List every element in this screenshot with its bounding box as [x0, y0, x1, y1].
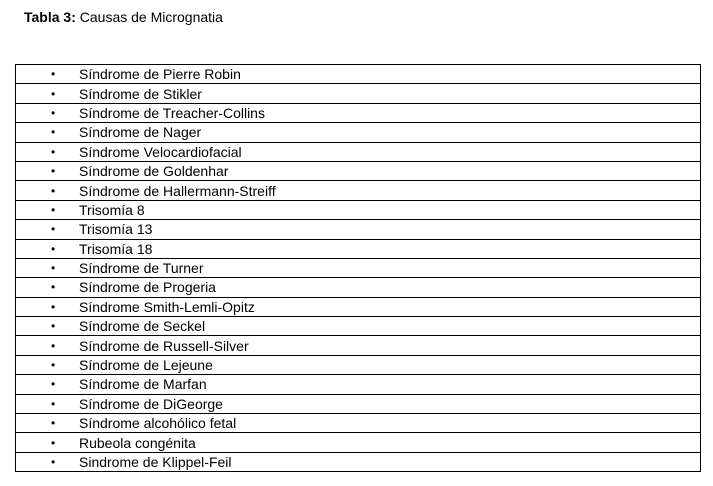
list-item-text: Síndrome de Seckel — [79, 318, 206, 335]
bullet-icon: • — [51, 358, 56, 373]
list-item — [16, 240, 700, 258]
table-cell — [16, 65, 701, 84]
list-item — [16, 395, 700, 413]
table-cell — [16, 103, 701, 122]
list-item-text: Síndrome de Treacher-Collins — [79, 104, 265, 121]
list-item-text: Trisomía 18 — [79, 240, 153, 257]
table-cell — [16, 414, 701, 433]
table-caption-text: Causas de Micrognatia — [75, 9, 223, 25]
bullet-icon: • — [51, 338, 56, 353]
list-item-text: Síndrome de DiGeorge — [79, 395, 223, 412]
list-item — [16, 162, 700, 180]
table-cell — [16, 142, 701, 161]
table-row — [16, 278, 701, 297]
bullet-icon: • — [51, 202, 56, 217]
list-item — [16, 317, 700, 335]
table-cell — [16, 452, 701, 471]
table-cell — [16, 317, 701, 336]
list-item — [16, 434, 700, 452]
table-cell — [16, 84, 701, 103]
bullet-icon: • — [51, 455, 56, 469]
table-cell — [16, 355, 701, 374]
list-item-text: Síndrome de Pierre Robin — [79, 66, 241, 83]
bullet-icon: • — [51, 377, 56, 392]
bullet-icon: • — [51, 86, 56, 101]
table-cell — [16, 375, 701, 394]
list-item-text: Síndrome de Goldenhar — [79, 163, 229, 180]
table-cell — [16, 220, 701, 239]
table-cell — [16, 200, 701, 219]
bullet-icon: • — [51, 299, 56, 314]
table-row — [16, 452, 701, 471]
bullet-icon: • — [51, 144, 56, 159]
causes-table — [15, 64, 701, 472]
table-row — [16, 258, 701, 277]
table-row — [16, 297, 701, 316]
table-cell — [16, 258, 701, 277]
list-item-text: Síndrome Smith-Lemli-Opitz — [79, 298, 255, 315]
list-item-text: Síndrome de Progeria — [79, 279, 216, 296]
list-item — [16, 298, 700, 316]
bullet-icon: • — [51, 105, 56, 120]
table-caption-label: Tabla 3: — [24, 9, 76, 25]
list-item-text: Rubeola congénita — [79, 434, 196, 451]
table-row — [16, 239, 701, 258]
bullet-icon: • — [51, 319, 56, 334]
list-item — [16, 414, 700, 432]
list-item-text: Trisomía 13 — [79, 221, 153, 238]
table-cell — [16, 297, 701, 316]
bullet-icon: • — [51, 396, 56, 411]
list-item — [16, 278, 700, 296]
bullet-icon: • — [51, 241, 56, 256]
table-row — [16, 123, 701, 142]
list-item — [16, 85, 700, 103]
table-row — [16, 84, 701, 103]
list-item — [16, 104, 700, 122]
bullet-icon: • — [51, 222, 56, 237]
table-row — [16, 336, 701, 355]
bullet-icon: • — [51, 125, 56, 140]
bullet-icon: • — [51, 435, 56, 450]
table-row — [16, 317, 701, 336]
list-item-text: Síndrome alcohólico fetal — [79, 415, 237, 432]
bullet-icon: • — [51, 416, 56, 431]
table-row — [16, 414, 701, 433]
table-cell — [16, 394, 701, 413]
list-item-text: Trisomía 8 — [79, 201, 145, 218]
table-row — [16, 142, 701, 161]
table-row — [16, 375, 701, 394]
bullet-icon: • — [51, 183, 56, 198]
bullet-icon: • — [51, 280, 56, 295]
list-item — [16, 453, 700, 471]
table-cell — [16, 278, 701, 297]
bullet-icon: • — [51, 164, 56, 179]
table-row — [16, 220, 701, 239]
table-caption — [24, 8, 223, 26]
table-cell — [16, 433, 701, 452]
list-item-text: Síndrome de Nager — [79, 124, 202, 141]
table-row — [16, 181, 701, 200]
table-cell — [16, 336, 701, 355]
list-item-text: Sindrome de Klippel-Feil — [79, 454, 232, 470]
table-cell — [16, 181, 701, 200]
list-item — [16, 337, 700, 355]
list-item — [16, 182, 700, 200]
list-item — [16, 356, 700, 374]
list-item-text: Síndrome de Lejeune — [79, 357, 213, 374]
table-row — [16, 394, 701, 413]
list-item — [16, 375, 700, 393]
list-item — [16, 220, 700, 238]
table-row — [16, 161, 701, 180]
table-row — [16, 355, 701, 374]
list-item — [16, 201, 700, 219]
table-cell — [16, 123, 701, 142]
list-item — [16, 123, 700, 141]
table-cell — [16, 239, 701, 258]
table-row — [16, 200, 701, 219]
table-row — [16, 103, 701, 122]
table-row — [16, 433, 701, 452]
bullet-icon: • — [51, 67, 56, 82]
list-item — [16, 65, 700, 83]
list-item-text: Síndrome de Hallermann-Streiff — [79, 182, 276, 199]
list-item-text: Síndrome Velocardiofacial — [79, 143, 242, 160]
bullet-icon: • — [51, 261, 56, 276]
list-item-text: Síndrome de Stikler — [79, 85, 202, 102]
list-item-text: Síndrome de Marfan — [79, 376, 207, 393]
causes-table-body — [16, 65, 701, 472]
table-cell — [16, 161, 701, 180]
list-item — [16, 259, 700, 277]
list-item — [16, 143, 700, 161]
list-item-text: Síndrome de Turner — [79, 260, 204, 277]
list-item-text: Síndrome de Russell-Silver — [79, 337, 249, 354]
table-row — [16, 65, 701, 84]
